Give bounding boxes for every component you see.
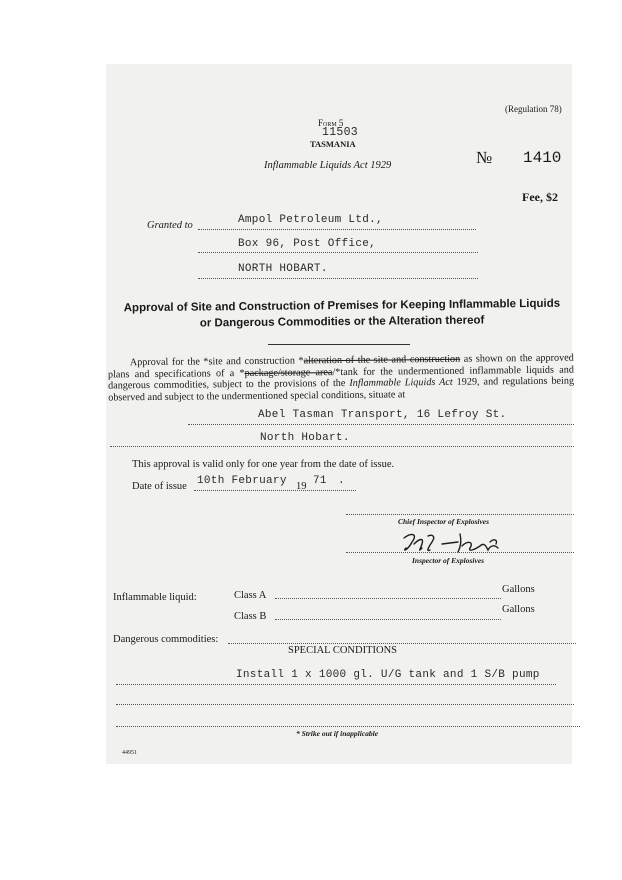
special-line-1-rule [116,684,556,685]
validity-text: This approval is valid only for one year from the date of issue. [132,459,395,470]
strike-note: * Strike out if inapplicable [296,729,379,738]
grantee-line-2-rule [198,252,478,253]
approval-text-1: Approval for the *site and construction * [129,355,304,369]
date-rule [194,490,356,491]
form-title [106,296,578,333]
approval-paragraph [108,353,574,404]
year-prefix: 19 [296,481,307,492]
special-line-2-rule [116,704,574,705]
year-suffix: 71 [313,475,327,487]
dangerous-commodities-label: Dangerous commodities: [113,634,219,645]
title-divider [268,344,410,345]
grantee-line-3-rule [198,278,478,279]
class-b-rule [275,619,501,620]
act-title: Inflammable Liquids Act 1929 [264,160,392,171]
approval-struck-1: alteration of the site and construction [303,353,461,367]
chief-inspector-rule [346,514,574,515]
inspector-rule [346,552,574,553]
site-suburb: North Hobart. [260,432,350,444]
form-title-line-2: or Dangerous Commodities or the Alteration thereof [199,314,485,330]
approval-text-3: /*tank for the undermentioned inflammable liquids and dangerous commodities, subject to the provisions of the [108,364,574,392]
special-conditions-heading: SPECIAL CONDITIONS [288,645,397,656]
certificate-number: 1410 [523,149,562,167]
commodities-rule [228,643,576,644]
print-code: 44951 [122,750,137,756]
form-title-line-1: Approval of Site and Construction of Premises for Keeping Inflammable Liquids [123,297,561,315]
granted-to-label: Granted to [147,220,193,231]
date-of-issue-label: Date of issue [132,481,187,492]
class-a-unit: Gallons [502,584,535,595]
site-line-1-rule [188,424,574,425]
chief-inspector-label: Chief Inspector of Explosives [398,517,490,526]
class-a-rule [275,598,501,599]
number-label: № [476,148,493,167]
special-condition-1: Install 1 x 1000 gl. U/G tank and 1 S/B pump [236,669,540,681]
approval-struck-2: package/storage area [244,366,333,379]
inspector-label: Inspector of Explosives [412,556,485,565]
class-b-label: Class B [234,611,267,622]
site-line-2-rule [110,446,574,447]
year-dot: . [338,475,345,487]
form-code: 11503 [322,126,359,139]
signature-scribble [398,530,548,558]
special-line-3-rule [116,726,580,727]
class-b-unit: Gallons [502,604,535,615]
state-label: TASMANIA [310,139,356,149]
grantee-name: Ampol Petroleum Ltd., [238,214,383,226]
site-address: Abel Tasman Transport, 16 Lefroy St. [258,409,507,421]
class-a-label: Class A [234,590,267,601]
approval-text-2: as shown on the approved plans and specifications of a * [107,352,574,380]
regulation-ref: (Regulation 78) [505,104,562,114]
grantee-line-1-rule [198,229,476,230]
grantee-address: Box 96, Post Office, [238,238,377,250]
fee-label: Fee, $2 [522,190,558,204]
approval-act: Inflammable Liquids Act [349,376,453,389]
grantee-city: NORTH HOBART. [238,263,328,275]
date-of-issue-value: 10th February [197,475,287,487]
approval-text-4: 1929, and regulations being observed and subject to the undermentioned special conditions, situate at [108,375,575,403]
inflammable-liquid-label: Inflammable liquid: [113,592,197,603]
form-label: Form 5 [318,118,344,128]
